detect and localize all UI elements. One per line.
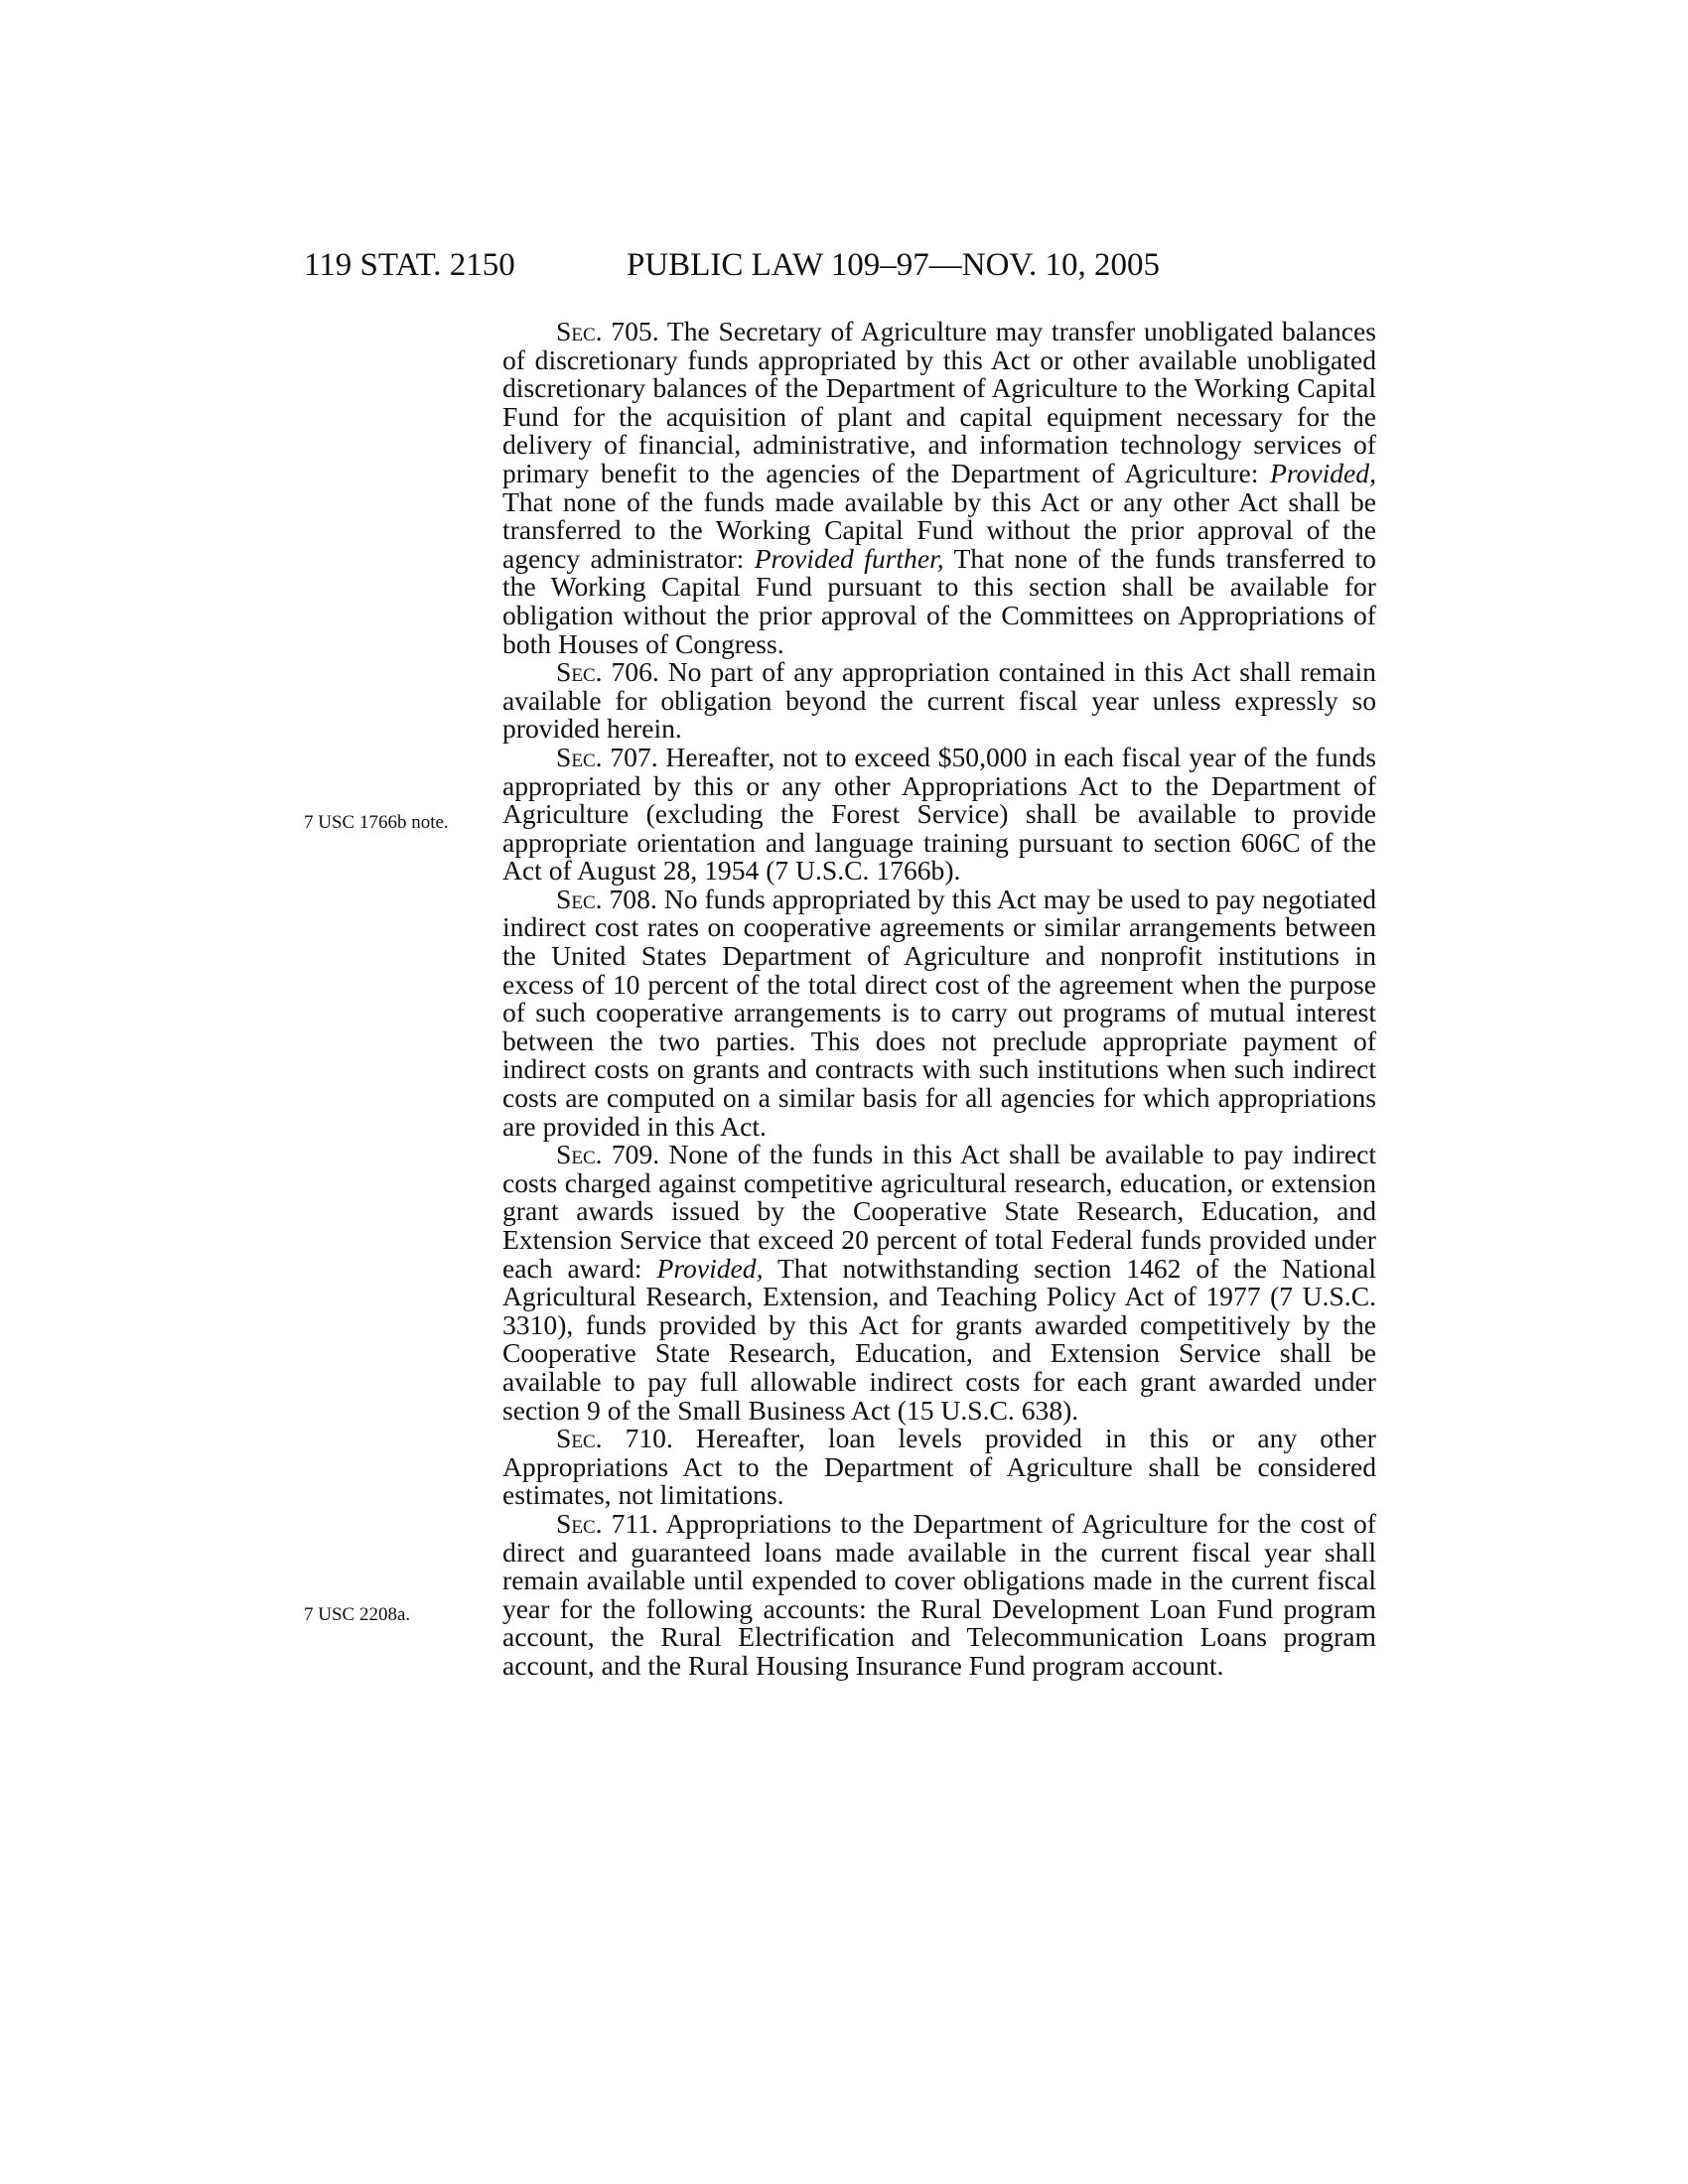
section-706 [502,658,1376,744]
section-705 [502,318,1376,658]
section-711 [502,1507,1376,1681]
proviso-italic: Provided, [1269,457,1376,488]
section-text: That none of the funds made available by this Act or any other Act shall be transferred to the Working Capital Fund without the prior approval of the agency administrator: [502,485,1376,574]
margin-note-sec-707: 7 USC 1766b note. [304,812,449,833]
section-label: Sec. [556,316,603,346]
proviso-italic: Provided further, [754,542,944,574]
section-label: Sec. [556,1507,603,1539]
page-header [304,244,1356,286]
section-text: Appropriations to the Department of Agriculture for the cost of direct and guaranteed loans made available in the current fiscal year shall remain available until expended to cover obligations made in the current fiscal year for the following accounts: the Rural Development Loan Fund program account, the Rural Electrification and Telecommunication Loans program account, and the Rural Housing Insurance Fund program account. [502,1507,1376,1681]
section-label: Sec. [556,1423,603,1454]
margin-note-sec-710: 7 USC 2208a. [304,1604,411,1625]
section-707 [502,741,1377,887]
section-708 [502,883,1376,1142]
section-text: None of the funds in this Act shall be available to pay indirect costs charged against competitive agricultural research, education, or extension grant awards issued by the Cooperative State Research, Education, and Extension Service that exceed 20 percent of total Federal funds provided under each award: [502,1139,1377,1284]
section-number: 709. [611,1139,660,1170]
section-710 [502,1425,1376,1510]
section-label: Sec. [556,883,603,914]
section-text: Hereafter, loan levels provided in this or any other Appropriations Act to the Department of Agriculture shall be considered estimates, not limitations. [502,1423,1376,1511]
proviso-italic: Provided, [656,1252,764,1284]
section-label: Sec. [556,1139,603,1170]
section-label: Sec. [556,656,603,688]
section-number: 706. [611,656,659,688]
section-label: Sec. [556,741,603,772]
section-text: No funds appropriated by this Act may be used to pay negotiated indirect cost rates on cooperative agreements or similar arrangements between the United States Department of Agriculture and nonprofit institutions in excess of 10 percent of the total direct cost of the agreement when the purpose of such cooperative arrangements is to carry out programs of mutual interest between the two parties. This does not preclude appropriate payment of indirect costs on grants and contracts with such institutions when such indirect costs are computed on a similar basis for all agencies for which appropriations are provided in this Act. [502,883,1376,1142]
section-number: 705. [611,316,659,346]
section-number: 710. [625,1423,673,1454]
section-text: That none of the funds transferred to the Working Capital Fund pursuant to this section shall be available for obligation without the prior approval of the Committees on Appropriations of both Houses of Congress. [502,542,1376,659]
document-body [502,318,1376,1681]
section-text: That notwithstanding section 1462 of the National Agricultural Research, Extension, and Teaching Policy Act of 1977 (7 U.S.C. 3310), funds provided by this Act for grants awarded competitively by the Cooperative State Research, Education, and Extension Service shall be available to pay full allowable indirect costs for each grant awarded under section 9 of the Small Business Act (15 U.S.C. 638). [502,1252,1376,1426]
running-head: PUBLIC LAW 109–97—NOV. 10, 2005 [627,247,1160,283]
section-text: No part of any appropriation contained in this Act shall remain available for obligation beyond the current fiscal year unless expressly so provided herein. [502,656,1376,745]
section-number: 708. [609,883,657,914]
section-709 [502,1141,1376,1425]
statute-page-reference: 119 STAT. 2150 [304,247,515,283]
section-number: 711. [611,1507,658,1539]
section-text: The Secretary of Agriculture may transfer unobligated balances of discretionary funds appropriated by this Act or other available unobligated discretionary balances of the Department of Agriculture to the Working Capital Fund for the acquisition of plant and capital equipment necessary for the delivery of financial, administrative, and information technology services of primary benefit to the agencies of the Department of Agriculture: [502,316,1376,488]
section-text: Hereafter, not to exceed $50,000 in each fiscal year of the funds appropriated by this or any other Appropriations Act to the Department of Agriculture (excluding the Forest Service) shall be available to provide appropriate orientation and language training pursuant to section 606C of the Act of August 28, 1954 (7 U.S.C. 1766b). [502,741,1377,887]
section-number: 707. [610,741,658,772]
